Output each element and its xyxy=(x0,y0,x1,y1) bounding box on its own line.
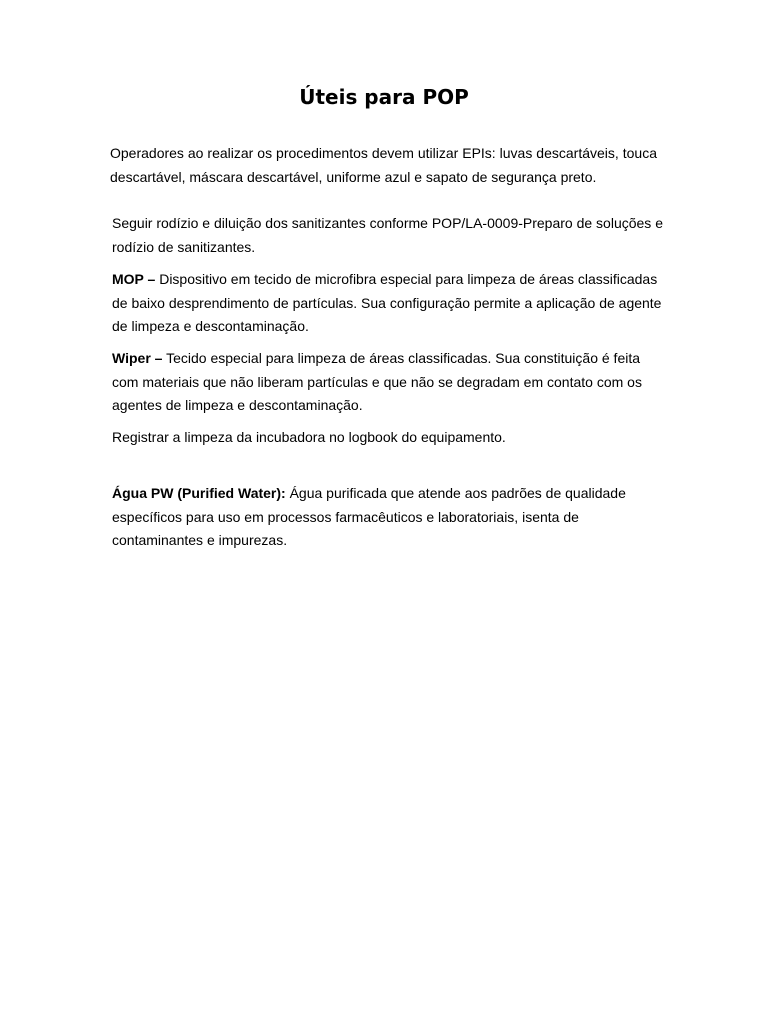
intro-paragraph: Operadores ao realizar os procedimentos devem utilizar EPIs: luvas descartáveis, touca descartável, máscara descartável, uniforme azul e sapato de segurança preto. xyxy=(110,145,657,185)
page-title: Úteis para POP xyxy=(299,85,469,109)
agua-pw-paragraph xyxy=(112,482,664,553)
wiper-definition: Tecido especial para limpeza de áreas classificadas. Sua constituição é feita com materiais que não liberam partículas e que não se degradam em contato com os agentes de limpeza e descontaminação. xyxy=(112,350,642,413)
mop-definition: Dispositivo em tecido de microfibra especial para limpeza de áreas classificadas de baixo desprendimento de partículas. Sua configuração permite a aplicação de agente de limpeza e descontaminação. xyxy=(112,271,662,334)
mop-paragraph xyxy=(112,268,664,339)
mop-term: MOP – xyxy=(112,271,156,287)
agua-pw-term: Água PW (Purified Water): xyxy=(112,485,286,501)
wiper-paragraph xyxy=(112,347,664,418)
agua-pw-definition: Água purificada que atende aos padrões de qualidade específicos para uso em processos farmacêuticos e laboratoriais, isenta de contaminantes e impurezas. xyxy=(112,485,626,548)
rodizio-paragraph: Seguir rodízio e diluição dos sanitizantes conforme POP/LA-0009-Preparo de soluções e rodízio de sanitizantes. xyxy=(112,215,663,255)
wiper-term: Wiper – xyxy=(112,350,163,366)
logbook-paragraph: Registrar a limpeza da incubadora no logbook do equipamento. xyxy=(112,429,506,445)
